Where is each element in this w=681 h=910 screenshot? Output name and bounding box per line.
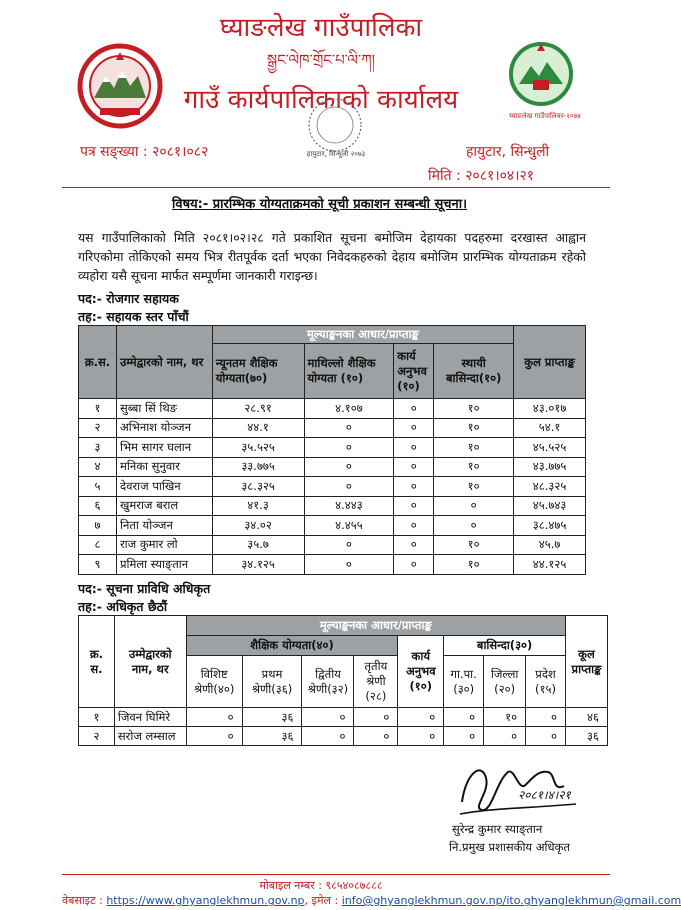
table-cell: ० — [434, 496, 514, 516]
table-cell: ० — [398, 708, 444, 727]
table-cell: ८ — [79, 535, 117, 555]
table-row — [79, 418, 586, 438]
table-cell: ० — [394, 399, 434, 419]
table-cell: ३६ — [242, 727, 302, 746]
table-cell: २ — [79, 727, 115, 746]
col-resident: बासिन्दा(३०) — [444, 636, 566, 656]
table-cell: खुमराज बराल — [116, 496, 212, 516]
table-cell: ० — [304, 438, 394, 458]
col-second-division: द्वितीय श्रेणी(३२) — [302, 656, 354, 708]
stamp-text: हायुटार, सिन्धुली २०७३ — [306, 150, 366, 158]
table-cell: ५ — [79, 477, 117, 497]
table-cell: ४५.७ — [514, 535, 586, 555]
table-cell: ३ — [79, 438, 117, 458]
signatory-title: नि.प्रमुख प्रशासकीय अधिकृत — [449, 840, 570, 854]
table-cell: ३६ — [242, 708, 302, 727]
table-row — [79, 555, 586, 575]
col-third-division: तृतीय श्रेणी (२८) — [354, 656, 398, 708]
subject-line: विषय:- प्रारम्भिक योग्यताक्रमको सूची प्रकाशन सम्बन्धी सूचना। — [172, 197, 468, 212]
table-cell: सुब्बा सिं थिङ — [116, 399, 212, 419]
table-cell: ० — [394, 438, 434, 458]
table-cell: ० — [186, 708, 242, 727]
website-link[interactable]: https://www.ghyanglekhmun.gov.np — [106, 894, 305, 907]
table-cell: ० — [394, 496, 434, 516]
col-resident: स्थायी बासिन्दा(१०) — [434, 344, 514, 399]
table-row — [79, 496, 586, 516]
table-cell: ३५.५२५ — [212, 438, 304, 458]
table-cell: ० — [354, 708, 398, 727]
table-cell: ० — [394, 418, 434, 438]
table-cell: ० — [394, 457, 434, 477]
table-cell: ३८.४७५ — [514, 516, 586, 536]
col-sn: क्र. स. — [79, 616, 115, 708]
table-row — [79, 727, 608, 746]
table-cell: ३५.७ — [212, 535, 304, 555]
table-row — [79, 477, 586, 497]
col-group: मूल्याङ्कनका आधार/प्राप्ताङ्क — [186, 616, 565, 636]
municipality-name: घ्याङलेख गाउँपालिका — [219, 13, 423, 43]
col-distinction: विशिष्ट श्रेणी(४०) — [186, 656, 242, 708]
table-cell: ० — [526, 727, 566, 746]
table-cell: ३८.३२५ — [212, 477, 304, 497]
col-sn: क्र.स. — [79, 326, 117, 399]
table-cell: जिवन घिमिरे — [114, 708, 186, 727]
table-cell: १० — [434, 457, 514, 477]
table-cell: ० — [304, 555, 394, 575]
col-education: शैक्षिक योग्यता(४०) — [186, 636, 398, 656]
footer-contact — [62, 893, 681, 908]
table-cell: १० — [434, 555, 514, 575]
table-cell: १ — [79, 708, 115, 727]
footer-divider — [62, 874, 610, 875]
table-cell: ० — [526, 708, 566, 727]
table-cell: ४६ — [565, 708, 607, 727]
logo-caption: घ्याङलेख गाउँपालिका-२०७४ — [509, 112, 581, 120]
table-cell: ० — [434, 516, 514, 536]
table-cell: ० — [186, 727, 242, 746]
table-row — [79, 457, 586, 477]
table-cell: ० — [394, 477, 434, 497]
table-cell: १० — [434, 438, 514, 458]
table-cell: ० — [484, 727, 526, 746]
table-cell: ० — [302, 708, 354, 727]
table-cell: ४.४४३ — [304, 496, 394, 516]
table-row — [79, 535, 586, 555]
col-gapa: गा.पा. (३०) — [444, 656, 484, 708]
email-link[interactable]: info@ghyanglekhmun.gov.np — [341, 894, 503, 907]
table-cell: १ — [79, 399, 117, 419]
table-cell: ० — [304, 477, 394, 497]
table-cell: ० — [354, 727, 398, 746]
merit-list-table-1 — [78, 325, 586, 575]
table-row — [79, 708, 608, 727]
table-cell: ० — [444, 708, 484, 727]
post-level-1: तह:- सहायक स्तर पाँचौं — [78, 309, 189, 324]
table-cell: अभिनाश योञ्जन — [116, 418, 212, 438]
table-cell: प्रमिला स्याङ्तान — [116, 555, 212, 575]
post-level-2: तह:- अधिकृत छैठौं — [78, 599, 168, 614]
table-cell: ० — [394, 555, 434, 575]
col-first-division: प्रथम श्रेणी(३६) — [242, 656, 302, 708]
col-total: कूल प्राप्ताङ्क — [565, 616, 607, 708]
email-label: , इमेल : — [304, 894, 342, 907]
col-province: प्रदेश (१५) — [526, 656, 566, 708]
signature-date: २०८१।४।२१ — [518, 788, 571, 802]
table-cell: ४४.१ — [212, 418, 304, 438]
table-cell: ० — [304, 418, 394, 438]
table-cell: ९ — [79, 555, 117, 575]
table-cell: ६ — [79, 496, 117, 516]
table-cell: १० — [434, 418, 514, 438]
table-cell: ४३.०१७ — [514, 399, 586, 419]
table-cell: ४८.३२५ — [514, 477, 586, 497]
table-row — [79, 399, 586, 419]
col-experience: कार्य अनुभव (१०) — [398, 636, 444, 708]
table-cell: ४३.७७५ — [514, 457, 586, 477]
table-cell: ० — [302, 727, 354, 746]
table-cell: ४ — [79, 457, 117, 477]
table-cell: ४१.३ — [212, 496, 304, 516]
table-cell: ० — [394, 516, 434, 536]
table-cell: सरोज लम्साल — [114, 727, 186, 746]
header-divider — [62, 187, 610, 188]
office-name: गाउँ कार्यपालिकाको कार्यालय — [183, 85, 459, 115]
table-cell: ० — [394, 535, 434, 555]
col-total: कुल प्राप्ताङ्क — [514, 326, 586, 399]
mobile-number: मोबाइल नम्बर : ९८५४०८७८८८ — [259, 879, 383, 892]
col-higher-edu: माथिल्लो शैक्षिक योग्यता (१०) — [304, 344, 394, 399]
table-cell: १० — [434, 477, 514, 497]
col-group: मूल्याङ्कनका आधार/प्राप्ताङ्क — [212, 326, 513, 344]
table-cell: ० — [304, 457, 394, 477]
table-cell: ३३.७७५ — [212, 457, 304, 477]
table-cell: मनिका सुनुवार — [116, 457, 212, 477]
col-district: जिल्ला (२०) — [484, 656, 526, 708]
table-cell: ० — [444, 727, 484, 746]
table-cell: देवराज पाखिन — [116, 477, 212, 497]
municipality-logo-icon — [505, 38, 577, 110]
table-cell: राज कुमार लो — [116, 535, 212, 555]
col-name: उम्मेद्वारको नाम, थर — [114, 616, 186, 708]
signatory-name: सुरेन्द्र कुमार स्याङ्तान — [452, 822, 543, 836]
table-cell: ४.१०७ — [304, 399, 394, 419]
table-cell: ७ — [79, 516, 117, 536]
email-link-2[interactable]: /ito.ghyanglekhmun@gmail.com — [502, 894, 681, 907]
table-cell: भिम सागर घलान — [116, 438, 212, 458]
reference-number: पत्र सङ्ख्या : २०८१।०८२ — [80, 144, 209, 160]
post-title-2: पद:- सूचना प्राविधि अधिकृत — [78, 581, 211, 596]
col-min-edu: न्यूनतम शैक्षिक योग्यता(७०) — [212, 344, 304, 399]
col-name: उम्मेद्वारको नाम, थर — [116, 326, 212, 399]
office-location: हायुटार, सिन्धुली — [466, 144, 550, 160]
table-cell: निता योञ्जन — [116, 516, 212, 536]
table-cell: ३४.१२५ — [212, 555, 304, 575]
table-cell: २ — [79, 418, 117, 438]
municipality-name-tibetan: སྒྱང་ལེཁ་གྲོང་པ་ལི་ཀ། — [266, 51, 376, 69]
table-cell: ४५.५२५ — [514, 438, 586, 458]
table-cell: ४५.७४३ — [514, 496, 586, 516]
letter-date: मिति : २०८१।०४।२१ — [428, 168, 535, 184]
table-cell: १० — [434, 535, 514, 555]
table-cell: ३४.०२ — [212, 516, 304, 536]
col-experience: कार्य अनुभव (१०) — [394, 344, 434, 399]
table-cell: १० — [484, 708, 526, 727]
notice-paragraph: यस गाउँपालिकाको मिति २०८१।०२।२८ गते प्रकाशित सूचना बमोजिम देहायका पदहरुमा दरखास्त आह्वान गरिएकोमा तोकिएको समय भित्र रीतपूर्वक दर्ता भएका निवेदकहरुको देहाय बमोजिम प्रारम्भिक योग्यताक्रम रहेको व्यहोरा यसै सूचना मार्फत सम्पूर्णमा जानकारी गराइन्छ। — [78, 230, 586, 283]
table-cell: ० — [304, 535, 394, 555]
table-row — [79, 516, 586, 536]
website-label: वेबसाइट : — [62, 894, 107, 907]
table-cell: ४४.१२५ — [514, 555, 586, 575]
table-cell: ० — [398, 727, 444, 746]
table-cell: ५४.१ — [514, 418, 586, 438]
table-cell: ३६ — [565, 727, 607, 746]
table-cell: ४.४५५ — [304, 516, 394, 536]
table-row — [79, 438, 586, 458]
merit-list-table-2 — [78, 615, 608, 746]
post-title-1: पद:- रोजगार सहायक — [78, 291, 179, 306]
table-cell: २८.९१ — [212, 399, 304, 419]
table-cell: १० — [434, 399, 514, 419]
